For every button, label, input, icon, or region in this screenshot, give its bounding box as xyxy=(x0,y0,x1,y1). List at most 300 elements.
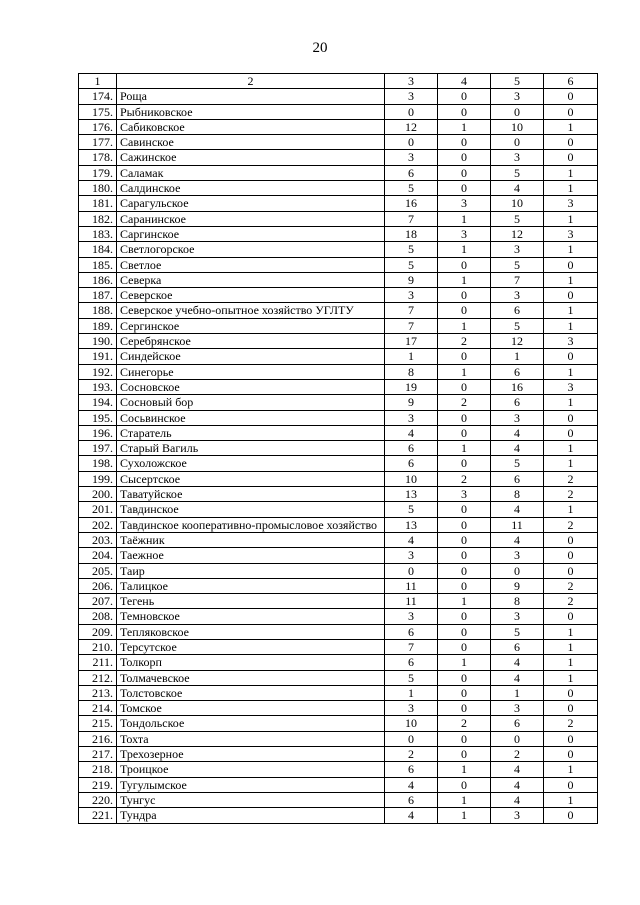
count-col3-cell: 0 xyxy=(385,135,438,150)
row-name-cell: Тунгус xyxy=(117,792,385,807)
count-col5-cell: 12 xyxy=(491,334,544,349)
count-col4-cell: 0 xyxy=(438,104,491,119)
count-col6-cell: 1 xyxy=(544,395,598,410)
row-number-cell: 202. xyxy=(79,517,117,532)
count-col6-cell: 0 xyxy=(544,150,598,165)
table-body xyxy=(79,74,598,824)
row-number-cell: 195. xyxy=(79,410,117,425)
count-col5-cell: 4 xyxy=(491,777,544,792)
row-number-cell: 175. xyxy=(79,104,117,119)
table-row xyxy=(79,135,598,150)
count-col3-cell: 6 xyxy=(385,762,438,777)
count-col6-cell: 0 xyxy=(544,349,598,364)
row-name-cell: Томское xyxy=(117,701,385,716)
count-col4-cell: 0 xyxy=(438,639,491,654)
count-col6-cell: 1 xyxy=(544,272,598,287)
table-row xyxy=(79,716,598,731)
count-col5-cell: 1 xyxy=(491,349,544,364)
row-name-cell: Сухоложское xyxy=(117,456,385,471)
count-col3-cell: 10 xyxy=(385,471,438,486)
row-number-cell: 194. xyxy=(79,395,117,410)
header-cell-1: 1 xyxy=(79,74,117,89)
row-number-cell: 190. xyxy=(79,334,117,349)
row-name-cell: Тавдинское кооперативно-промысловое хозяйство xyxy=(117,517,385,532)
count-col5-cell: 3 xyxy=(491,150,544,165)
table-row xyxy=(79,242,598,257)
row-name-cell: Таир xyxy=(117,563,385,578)
row-number-cell: 183. xyxy=(79,226,117,241)
table-row xyxy=(79,731,598,746)
table-row xyxy=(79,563,598,578)
row-number-cell: 213. xyxy=(79,685,117,700)
row-name-cell: Сосновый бор xyxy=(117,395,385,410)
count-col4-cell: 1 xyxy=(438,808,491,823)
count-col4-cell: 0 xyxy=(438,410,491,425)
row-number-cell: 208. xyxy=(79,609,117,624)
count-col3-cell: 3 xyxy=(385,410,438,425)
count-col4-cell: 0 xyxy=(438,624,491,639)
count-col6-cell: 1 xyxy=(544,456,598,471)
count-col3-cell: 0 xyxy=(385,104,438,119)
row-name-cell: Тепляковское xyxy=(117,624,385,639)
count-col3-cell: 5 xyxy=(385,181,438,196)
count-col3-cell: 5 xyxy=(385,670,438,685)
row-number-cell: 214. xyxy=(79,701,117,716)
count-col3-cell: 4 xyxy=(385,425,438,440)
count-col3-cell: 7 xyxy=(385,639,438,654)
count-col5-cell: 5 xyxy=(491,257,544,272)
table-row xyxy=(79,181,598,196)
count-col3-cell: 8 xyxy=(385,364,438,379)
row-number-cell: 216. xyxy=(79,731,117,746)
table-row xyxy=(79,655,598,670)
row-name-cell: Северское учебно-опытное хозяйство УГЛТУ xyxy=(117,303,385,318)
row-number-cell: 180. xyxy=(79,181,117,196)
hunting-grounds-table xyxy=(78,73,598,824)
count-col4-cell: 2 xyxy=(438,716,491,731)
count-col4-cell: 1 xyxy=(438,594,491,609)
row-number-cell: 209. xyxy=(79,624,117,639)
table-row xyxy=(79,257,598,272)
count-col3-cell: 4 xyxy=(385,777,438,792)
count-col4-cell: 2 xyxy=(438,395,491,410)
count-col4-cell: 1 xyxy=(438,441,491,456)
count-col5-cell: 4 xyxy=(491,502,544,517)
row-name-cell: Тундра xyxy=(117,808,385,823)
count-col4-cell: 3 xyxy=(438,226,491,241)
table-row xyxy=(79,548,598,563)
row-number-cell: 215. xyxy=(79,716,117,731)
table-row xyxy=(79,487,598,502)
count-col4-cell: 0 xyxy=(438,502,491,517)
count-col4-cell: 0 xyxy=(438,777,491,792)
count-col6-cell: 0 xyxy=(544,425,598,440)
row-number-cell: 176. xyxy=(79,119,117,134)
count-col5-cell: 4 xyxy=(491,425,544,440)
count-col4-cell: 0 xyxy=(438,150,491,165)
count-col5-cell: 6 xyxy=(491,471,544,486)
count-col6-cell: 1 xyxy=(544,792,598,807)
count-col4-cell: 0 xyxy=(438,303,491,318)
table-row xyxy=(79,502,598,517)
table-row xyxy=(79,762,598,777)
count-col3-cell: 0 xyxy=(385,731,438,746)
count-col6-cell: 1 xyxy=(544,318,598,333)
table-row xyxy=(79,777,598,792)
row-name-cell: Сажинское xyxy=(117,150,385,165)
row-name-cell: Саранинское xyxy=(117,211,385,226)
count-col4-cell: 0 xyxy=(438,288,491,303)
row-name-cell: Тохта xyxy=(117,731,385,746)
count-col3-cell: 3 xyxy=(385,89,438,104)
count-col5-cell: 1 xyxy=(491,685,544,700)
table-row xyxy=(79,104,598,119)
count-col3-cell: 1 xyxy=(385,685,438,700)
count-col5-cell: 0 xyxy=(491,135,544,150)
table-row xyxy=(79,334,598,349)
count-col3-cell: 6 xyxy=(385,456,438,471)
table-row xyxy=(79,89,598,104)
row-name-cell: Саламак xyxy=(117,165,385,180)
row-name-cell: Сысертское xyxy=(117,471,385,486)
count-col5-cell: 3 xyxy=(491,410,544,425)
count-col5-cell: 3 xyxy=(491,288,544,303)
row-name-cell: Таежное xyxy=(117,548,385,563)
count-col5-cell: 16 xyxy=(491,379,544,394)
count-col4-cell: 3 xyxy=(438,196,491,211)
count-col3-cell: 0 xyxy=(385,563,438,578)
count-col5-cell: 3 xyxy=(491,701,544,716)
table-row xyxy=(79,609,598,624)
row-number-cell: 184. xyxy=(79,242,117,257)
table-row xyxy=(79,594,598,609)
count-col6-cell: 0 xyxy=(544,257,598,272)
table-row xyxy=(79,685,598,700)
row-name-cell: Сосновское xyxy=(117,379,385,394)
count-col6-cell: 2 xyxy=(544,517,598,532)
count-col3-cell: 6 xyxy=(385,441,438,456)
row-name-cell: Темновское xyxy=(117,609,385,624)
count-col4-cell: 0 xyxy=(438,89,491,104)
table-row xyxy=(79,379,598,394)
count-col6-cell: 1 xyxy=(544,242,598,257)
count-col5-cell: 8 xyxy=(491,594,544,609)
count-col3-cell: 13 xyxy=(385,517,438,532)
count-col3-cell: 6 xyxy=(385,165,438,180)
header-cell-4: 4 xyxy=(438,74,491,89)
count-col4-cell: 0 xyxy=(438,257,491,272)
count-col5-cell: 4 xyxy=(491,792,544,807)
row-name-cell: Толмачевское xyxy=(117,670,385,685)
count-col5-cell: 3 xyxy=(491,609,544,624)
row-number-cell: 192. xyxy=(79,364,117,379)
table-row xyxy=(79,318,598,333)
count-col6-cell: 0 xyxy=(544,532,598,547)
row-name-cell: Тегень xyxy=(117,594,385,609)
count-col5-cell: 6 xyxy=(491,395,544,410)
count-col4-cell: 2 xyxy=(438,471,491,486)
count-col5-cell: 0 xyxy=(491,731,544,746)
row-number-cell: 193. xyxy=(79,379,117,394)
count-col6-cell: 1 xyxy=(544,181,598,196)
row-number-cell: 189. xyxy=(79,318,117,333)
row-number-cell: 212. xyxy=(79,670,117,685)
row-name-cell: Старый Вагиль xyxy=(117,441,385,456)
row-name-cell: Сосьвинское xyxy=(117,410,385,425)
count-col4-cell: 1 xyxy=(438,211,491,226)
row-number-cell: 219. xyxy=(79,777,117,792)
count-col6-cell: 0 xyxy=(544,410,598,425)
count-col3-cell: 12 xyxy=(385,119,438,134)
count-col4-cell: 2 xyxy=(438,334,491,349)
count-col6-cell: 0 xyxy=(544,701,598,716)
table-row xyxy=(79,517,598,532)
row-name-cell: Таёжник xyxy=(117,532,385,547)
count-col4-cell: 0 xyxy=(438,349,491,364)
count-col3-cell: 4 xyxy=(385,532,438,547)
table-row xyxy=(79,624,598,639)
count-col4-cell: 1 xyxy=(438,272,491,287)
count-col5-cell: 3 xyxy=(491,242,544,257)
count-col5-cell: 4 xyxy=(491,181,544,196)
count-col3-cell: 3 xyxy=(385,609,438,624)
count-col5-cell: 4 xyxy=(491,532,544,547)
count-col4-cell: 0 xyxy=(438,548,491,563)
count-col3-cell: 7 xyxy=(385,303,438,318)
count-col4-cell: 0 xyxy=(438,578,491,593)
count-col6-cell: 1 xyxy=(544,762,598,777)
row-number-cell: 217. xyxy=(79,747,117,762)
row-number-cell: 185. xyxy=(79,257,117,272)
row-number-cell: 207. xyxy=(79,594,117,609)
table-row xyxy=(79,808,598,823)
count-col3-cell: 6 xyxy=(385,792,438,807)
count-col3-cell: 1 xyxy=(385,349,438,364)
header-cell-6: 6 xyxy=(544,74,598,89)
count-col5-cell: 7 xyxy=(491,272,544,287)
count-col6-cell: 1 xyxy=(544,670,598,685)
table-row xyxy=(79,395,598,410)
count-col4-cell: 1 xyxy=(438,318,491,333)
table-row xyxy=(79,425,598,440)
count-col3-cell: 6 xyxy=(385,655,438,670)
count-col3-cell: 9 xyxy=(385,395,438,410)
count-col4-cell: 0 xyxy=(438,563,491,578)
row-number-cell: 181. xyxy=(79,196,117,211)
table-row xyxy=(79,165,598,180)
table-row xyxy=(79,456,598,471)
table-row xyxy=(79,196,598,211)
row-name-cell: Старатель xyxy=(117,425,385,440)
count-col6-cell: 2 xyxy=(544,487,598,502)
count-col4-cell: 0 xyxy=(438,165,491,180)
row-name-cell: Северское xyxy=(117,288,385,303)
count-col6-cell: 0 xyxy=(544,731,598,746)
table-row xyxy=(79,303,598,318)
count-col4-cell: 1 xyxy=(438,762,491,777)
count-col5-cell: 5 xyxy=(491,211,544,226)
count-col3-cell: 7 xyxy=(385,211,438,226)
row-number-cell: 177. xyxy=(79,135,117,150)
count-col5-cell: 5 xyxy=(491,165,544,180)
table-row xyxy=(79,532,598,547)
count-col6-cell: 3 xyxy=(544,226,598,241)
table-row xyxy=(79,701,598,716)
count-col6-cell: 0 xyxy=(544,288,598,303)
row-number-cell: 205. xyxy=(79,563,117,578)
header-cell-5: 5 xyxy=(491,74,544,89)
row-number-cell: 204. xyxy=(79,548,117,563)
count-col6-cell: 3 xyxy=(544,334,598,349)
count-col6-cell: 1 xyxy=(544,502,598,517)
count-col4-cell: 0 xyxy=(438,379,491,394)
count-col4-cell: 3 xyxy=(438,487,491,502)
count-col5-cell: 4 xyxy=(491,655,544,670)
count-col3-cell: 18 xyxy=(385,226,438,241)
count-col6-cell: 2 xyxy=(544,578,598,593)
count-col6-cell: 1 xyxy=(544,441,598,456)
count-col4-cell: 0 xyxy=(438,731,491,746)
count-col5-cell: 0 xyxy=(491,563,544,578)
row-name-cell: Терсутское xyxy=(117,639,385,654)
table-row xyxy=(79,747,598,762)
table-row xyxy=(79,226,598,241)
count-col3-cell: 2 xyxy=(385,747,438,762)
table-header-row xyxy=(79,74,598,89)
row-number-cell: 179. xyxy=(79,165,117,180)
count-col5-cell: 5 xyxy=(491,318,544,333)
row-name-cell: Тавдинское xyxy=(117,502,385,517)
count-col6-cell: 0 xyxy=(544,104,598,119)
row-number-cell: 201. xyxy=(79,502,117,517)
table-row xyxy=(79,639,598,654)
count-col3-cell: 17 xyxy=(385,334,438,349)
row-name-cell: Таватуйское xyxy=(117,487,385,502)
count-col3-cell: 6 xyxy=(385,624,438,639)
count-col6-cell: 1 xyxy=(544,119,598,134)
row-name-cell: Сергинское xyxy=(117,318,385,333)
row-name-cell: Сабиковское xyxy=(117,119,385,134)
row-name-cell: Синдейское xyxy=(117,349,385,364)
count-col3-cell: 5 xyxy=(385,257,438,272)
header-cell-2: 2 xyxy=(117,74,385,89)
count-col5-cell: 6 xyxy=(491,639,544,654)
count-col6-cell: 0 xyxy=(544,548,598,563)
count-col4-cell: 0 xyxy=(438,425,491,440)
row-name-cell: Светлое xyxy=(117,257,385,272)
count-col6-cell: 0 xyxy=(544,563,598,578)
count-col6-cell: 1 xyxy=(544,364,598,379)
row-number-cell: 197. xyxy=(79,441,117,456)
row-number-cell: 182. xyxy=(79,211,117,226)
table-row xyxy=(79,441,598,456)
count-col6-cell: 3 xyxy=(544,196,598,211)
count-col5-cell: 4 xyxy=(491,441,544,456)
count-col3-cell: 7 xyxy=(385,318,438,333)
count-col5-cell: 0 xyxy=(491,104,544,119)
count-col6-cell: 0 xyxy=(544,808,598,823)
row-name-cell: Северка xyxy=(117,272,385,287)
count-col6-cell: 2 xyxy=(544,594,598,609)
row-name-cell: Рыбниковское xyxy=(117,104,385,119)
count-col4-cell: 0 xyxy=(438,609,491,624)
count-col4-cell: 0 xyxy=(438,517,491,532)
count-col6-cell: 0 xyxy=(544,747,598,762)
count-col4-cell: 0 xyxy=(438,135,491,150)
row-name-cell: Савинское xyxy=(117,135,385,150)
count-col6-cell: 0 xyxy=(544,89,598,104)
row-name-cell: Саргинское xyxy=(117,226,385,241)
count-col3-cell: 10 xyxy=(385,716,438,731)
count-col5-cell: 12 xyxy=(491,226,544,241)
count-col4-cell: 0 xyxy=(438,685,491,700)
count-col5-cell: 4 xyxy=(491,762,544,777)
row-number-cell: 199. xyxy=(79,471,117,486)
count-col6-cell: 0 xyxy=(544,609,598,624)
count-col3-cell: 11 xyxy=(385,578,438,593)
row-name-cell: Синегорье xyxy=(117,364,385,379)
count-col5-cell: 4 xyxy=(491,670,544,685)
count-col6-cell: 0 xyxy=(544,685,598,700)
table-row xyxy=(79,792,598,807)
count-col4-cell: 0 xyxy=(438,532,491,547)
count-col5-cell: 11 xyxy=(491,517,544,532)
row-number-cell: 187. xyxy=(79,288,117,303)
row-number-cell: 203. xyxy=(79,532,117,547)
row-number-cell: 186. xyxy=(79,272,117,287)
table-row xyxy=(79,364,598,379)
row-name-cell: Светлогорское xyxy=(117,242,385,257)
count-col6-cell: 1 xyxy=(544,165,598,180)
count-col6-cell: 1 xyxy=(544,211,598,226)
row-number-cell: 191. xyxy=(79,349,117,364)
table-row xyxy=(79,410,598,425)
count-col6-cell: 3 xyxy=(544,379,598,394)
count-col5-cell: 6 xyxy=(491,716,544,731)
count-col3-cell: 16 xyxy=(385,196,438,211)
count-col4-cell: 0 xyxy=(438,747,491,762)
row-number-cell: 221. xyxy=(79,808,117,823)
count-col6-cell: 1 xyxy=(544,303,598,318)
count-col4-cell: 0 xyxy=(438,181,491,196)
row-name-cell: Толкорп xyxy=(117,655,385,670)
header-cell-3: 3 xyxy=(385,74,438,89)
count-col3-cell: 5 xyxy=(385,502,438,517)
table-row xyxy=(79,578,598,593)
count-col5-cell: 5 xyxy=(491,624,544,639)
count-col6-cell: 1 xyxy=(544,639,598,654)
count-col3-cell: 19 xyxy=(385,379,438,394)
row-name-cell: Роща xyxy=(117,89,385,104)
count-col5-cell: 8 xyxy=(491,487,544,502)
count-col4-cell: 0 xyxy=(438,456,491,471)
count-col3-cell: 5 xyxy=(385,242,438,257)
count-col6-cell: 1 xyxy=(544,624,598,639)
row-name-cell: Тондольское xyxy=(117,716,385,731)
row-number-cell: 174. xyxy=(79,89,117,104)
count-col5-cell: 6 xyxy=(491,364,544,379)
row-number-cell: 211. xyxy=(79,655,117,670)
count-col5-cell: 2 xyxy=(491,747,544,762)
count-col3-cell: 3 xyxy=(385,288,438,303)
count-col6-cell: 0 xyxy=(544,777,598,792)
page-number: 20 xyxy=(312,40,328,56)
count-col4-cell: 1 xyxy=(438,242,491,257)
table-row xyxy=(79,119,598,134)
count-col4-cell: 0 xyxy=(438,701,491,716)
row-number-cell: 188. xyxy=(79,303,117,318)
count-col5-cell: 10 xyxy=(491,119,544,134)
